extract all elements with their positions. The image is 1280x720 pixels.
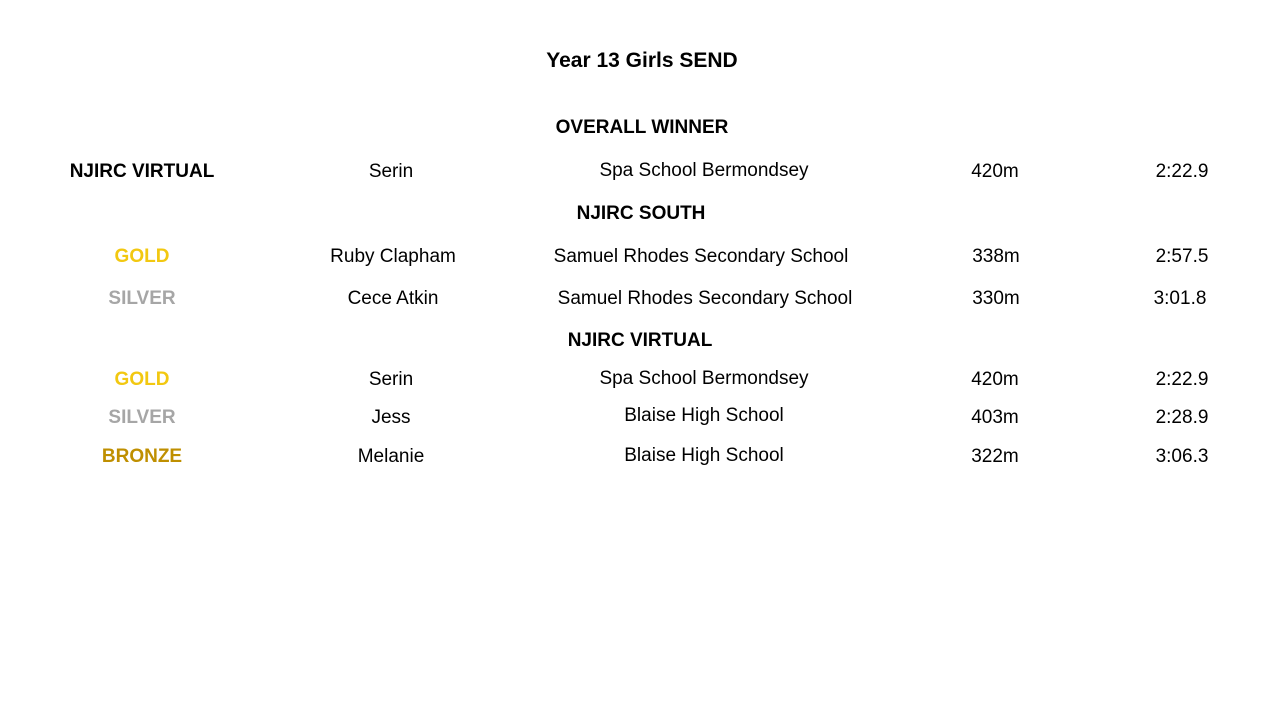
athlete-name: Ruby Clapham bbox=[330, 246, 456, 267]
time: 3:06.3 bbox=[1155, 446, 1209, 467]
distance: 420m bbox=[971, 161, 1019, 182]
distance: 403m bbox=[971, 407, 1019, 428]
section-heading-overall: OVERALL WINNER bbox=[555, 117, 729, 138]
section-heading-south: NJIRC SOUTH bbox=[576, 203, 706, 224]
category-label: NJIRC VIRTUAL bbox=[69, 161, 215, 182]
athlete-name: Melanie bbox=[357, 446, 425, 467]
distance: 322m bbox=[971, 446, 1019, 467]
medal-bronze: BRONZE bbox=[101, 446, 183, 467]
school-name: Samuel Rhodes Secondary School bbox=[557, 288, 853, 309]
athlete-name: Serin bbox=[368, 161, 414, 182]
athlete-name: Serin bbox=[368, 369, 414, 390]
time: 2:57.5 bbox=[1155, 246, 1209, 267]
page-title: Year 13 Girls SEND bbox=[546, 49, 738, 72]
school-name: Blaise High School bbox=[624, 405, 784, 426]
medal-gold: GOLD bbox=[114, 369, 170, 390]
distance: 330m bbox=[972, 288, 1020, 309]
athlete-name: Jess bbox=[371, 407, 411, 428]
distance: 338m bbox=[972, 246, 1020, 267]
school-name: Samuel Rhodes Secondary School bbox=[553, 246, 849, 267]
section-heading-virtual: NJIRC VIRTUAL bbox=[567, 330, 713, 351]
school-name: Spa School Bermondsey bbox=[599, 160, 809, 181]
medal-silver: SILVER bbox=[108, 288, 176, 309]
athlete-name: Cece Atkin bbox=[347, 288, 439, 309]
time: 2:28.9 bbox=[1155, 407, 1209, 428]
school-name: Blaise High School bbox=[624, 445, 784, 466]
time: 3:01.8 bbox=[1153, 288, 1207, 309]
distance: 420m bbox=[971, 369, 1019, 390]
medal-gold: GOLD bbox=[114, 246, 170, 267]
time: 2:22.9 bbox=[1155, 369, 1209, 390]
school-name: Spa School Bermondsey bbox=[599, 368, 809, 389]
medal-silver: SILVER bbox=[108, 407, 176, 428]
time: 2:22.9 bbox=[1155, 161, 1209, 182]
